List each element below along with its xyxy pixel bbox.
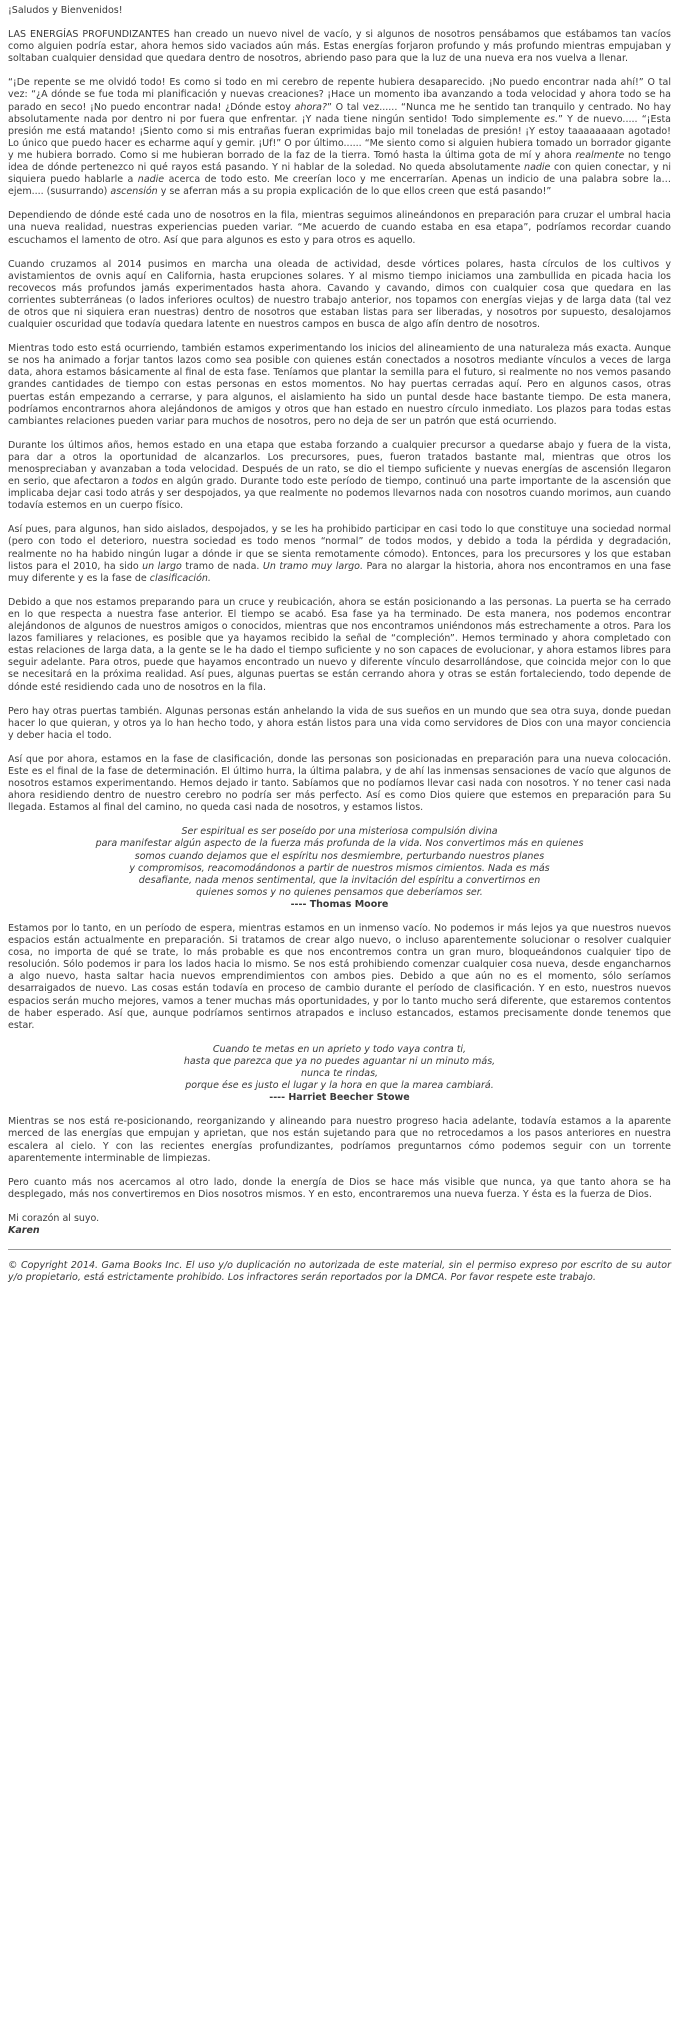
emphasis-text: Un tramo muy largo. — [262, 560, 363, 572]
text-run: “¡De repente se me olvidó todo! Es como si todo en mi cerebro de repente hubiera desaparecido. ¡No puedo encontrar nada ahí!” O tal vez: “¿A dónde se fue toda mi planificación y nuevas creaciones? ¡Hace un momento iba avanzando a toda velocidad y ahora todo se ha parado en seco! ¡No puedo encontrar nada! ¿Dónde estoy — [8, 77, 671, 113]
paragraph — [8, 754, 671, 814]
text-run: Durante los últimos años, hemos estado en una etapa que estaba forzando a cualquier precursor a quedarse abajo y fuera de la vista, para dar a otros la oportunidad de alcanzarlos. Los precursores, pues, fueron tratados bastante mal, mientras que otros los menospreciaban y avanzaban a toda velocidad. Después de un rato, se dio el tiempo suficiente y nuevas energías de ascensión llegaron en serio, que afectaron a — [8, 439, 671, 488]
text-run: Pero cuanto más nos acercamos al otro lado, donde la energía de Dios se hace más visible que nunca, ya que tanto ahora se ha desplegado, más nos convertiremos en Dios nosotros mismos. Y en esto, encontraremos una nueva fuerza. Y ésta es la fuerza de Dios. — [8, 1176, 671, 1200]
greeting: ¡Saludos y Bienvenidos! — [8, 5, 123, 16]
paragraph — [8, 706, 671, 742]
signoff: Mi corazón al suyo. — [8, 1212, 100, 1224]
text-run: Cuando cruzamos al 2014 pusimos en marcha una oleada de actividad, desde vórtices polares, hasta círculos de los cultivos y avistamientos de ovnis aquí en California, hasta erupciones solares. Y al mismo tiempo iniciamos una zambullida en picada hacia los recovecos más profundos jamás experimentados hasta ahora. Cavando y cavando, dimos con cualquier cosa que quedara en las corrientes subterráneas (o lados inferiores ocultos) de nuestro trabajo anterior, nos topamos con energías viejas y de larga data (tal vez de otros que ni siquiera eran nuestras) dentro de nosotros que estaban listas para ser liberadas, y nosotros por supuesto, desalojamos cualquier oscuridad que todavía quedara latente en nuestros campos en busca de algo afín dentro de nosotros. — [8, 258, 671, 331]
text-run: ” Y de nuevo..... “¡Esta presión me está matando! ¡Siento como si mis entrañas fueran exprimidas bajo mil toneladas de presión! ¡Y estoy taaaaaaaan agotado! Lo único que puedo hacer es echarme aquí y gemir. ¡Uf!” O por último...... “Me siento como si alguien hubiera tomado un borrador gigante y me hubiera borrado. Como si me hubieran borrado de la faz de la tierra. Tomó hasta la última gota de mí y ahora — [8, 113, 671, 161]
text-run: LAS ENERGÍAS PROFUNDIZANTES han creado un nuevo nivel de vacío, y si algunos de nosotros pensábamos que estábamos tan vacíos como alguien podría estar, ahora hemos sido vaciados aún más. Estas energías forjaron profundo y más profundo mientras empujaban y soltaban cualquier densidad que quedara dentro de nosotros, abriendo paso para que la luz de una nueva era nos vuelva a llenar. — [8, 29, 671, 65]
emphasis-text: ascensión — [110, 186, 158, 198]
text-run: tramo de nada. — [181, 560, 263, 572]
emphasis-text: ahora? — [294, 101, 328, 113]
paragraph — [8, 524, 671, 584]
quote-line: Ser espiritual es ser poseído por una misteriosa compulsión divina — [181, 826, 498, 838]
text-run: ” O tal vez...... “Nunca me he sentido tan tranquilo y centrado. No hay absolutamente nada por dentro ni por fuera que enfrentar. ¡Y nada tiene ningún sentido! Todo simplemente — [8, 101, 671, 125]
paragraph — [8, 29, 671, 65]
text-run: Mientras todo esto está ocurriendo, también estamos experimentando los inicios del alineamiento de una naturaleza más exacta. Aunque se nos ha animado a forjar tantos lazos como sea posible con quienes están conectados a nosotros mediante vínculos a veces de larga data, ahora estamos básicamente al final de esta fase. Teníamos que plantar la semilla para el futuro, si realmente no nos vemos pasando grandes cantidades de tiempo con estas personas en estos momentos. No hay puertas cerradas aquí. Pero en algunos casos, otras puertas están empezando a cerrarse, y para algunos, el aislamiento ha sido un puntal desde hace bastante tiempo. De esta manera, podríamos encontrarnos ahora alejándonos de amigos y otros que han estado en nuestro círculo inmediato. Los plazos para todas estas cambiantes relaciones pueden variar para muchos de nosotros, pero no deja de ser un patrón que está ocurriendo. — [8, 343, 671, 427]
article-body-part-1 — [8, 29, 671, 814]
paragraph — [8, 1116, 671, 1164]
text-run: y se aferran más a su propia explicación de lo que ellos creen que está pasando!” — [157, 186, 552, 198]
quote-line: nunca te rindas, — [300, 1068, 379, 1080]
quote-author: ---- Harriet Beecher Stowe — [269, 1092, 410, 1104]
text-run: Estamos por lo tanto, en un período de espera, mientras estamos en un inmenso vacío. No podemos ir más lejos ya que nuestros nuevos espacios están actualmente en preparación. Si tratamos de crear algo nuevo, o incluso aparentemente solucionar o resolver cualquier cosa, no importa de qué se trate, lo más probable es que nos encontremos contra un gran muro, bloqueándonos cualquier tipo de resolución. Sólo podemos ir para los lados hacia lo mismo. Se nos está prohibiendo comenzar cualquier cosa nueva, desde engancharnos a algo nuevo, hasta saltar hacia nuevos emprendimientos con ambos pies. Debido a que aún no es el momento, sólo seríamos desarraigados de nuevo. Las cosas están todavía en proceso de cambio durante el período de clasificación. Y en esto, nuestros nuevos espacios serán mucho mejores, vamos a tener muchas más oportunidades, y por lo tanto mucho será diferente, que estaremos contentos de haber esperado. Así que, aunque podríamos sentirnos atrapados e incluso estancados, estamos precisamente donde tenemos que estar. — [8, 923, 671, 1031]
emphasis-text: es. — [544, 113, 558, 125]
emphasis-text: nadie — [524, 162, 551, 174]
emphasis-text: clasificación. — [149, 572, 211, 584]
text-run: Mientras se nos está re-posicionando, reorganizando y alineando para nuestro progreso hacia adelante, todavía estamos a la aparente merced de las energías que empujan y aprietan, que nos están sujetando para que no retrocedamos a los pasos anteriores en nuestra escalera al cielo. Y con las recientes energías profundizantes, podríamos preguntarnos cómo podemos seguir con un torrente aparentemente interminable de limpiezas. — [8, 1116, 671, 1164]
text-run: Pero hay otras puertas también. Algunas personas están anhelando la vida de sus sueños en un mundo que sea otra suya, donde puedan hacer lo que quieran, y otros ya lo han hecho todo, y ahora están listos para una vida como servidores de Dios con una mayor conciencia y deber hacia el todo. — [8, 705, 671, 741]
emphasis-text: un largo — [142, 560, 182, 572]
text-run: Así pues, para algunos, han sido aislados, despojados, y se les ha prohibido participar en casi todo lo que constituye una sociedad normal (pero con todo el deterioro, nuestra sociedad es todo menos “normal” de todos modos, y debido a toda la pérdida y degradación, realmente no ha habido ningún lugar a dónde ir que se sienta remotamente cómodo). Entonces, para los precursores y los que estaban listos para el 2010, ha sido — [8, 524, 671, 572]
quote-text — [8, 826, 671, 899]
emphasis-text: realmente — [575, 149, 625, 161]
divider — [8, 1249, 671, 1250]
signature: Karen — [8, 1224, 40, 1236]
text-run: no tengo idea de dónde pertenezco ni qué rayos está pasando. Y ni hablar de la soledad. No queda absolutamente — [8, 149, 671, 174]
text-run: Para no alargar la historia, ahora nos encontramos en una fase muy diferente y es la fase de — [8, 560, 671, 584]
text-run: Así que por ahora, estamos en la fase de clasificación, donde las personas son posicionadas en preparación para una nueva colocación. Este es el final de la fase de determinación. El último hurra, la última palabra, y de ahí las inmensas sensaciones de vacío que algunos de nosotros estamos experimentando. Hemos dejado ir tanto. Sabíamos que no podíamos llevar casi nada con nosotros. Y no tener casi nada ahora residiendo dentro de nuestro cerebro no podría ser más perfecto. Así es como Dios quiere que estemos en preparación para Su llegada. Estamos al final del camino, no queda casi nada de nosotros, y estamos listos. — [8, 753, 671, 814]
paragraph — [8, 597, 671, 694]
quote-author: ---- Thomas Moore — [290, 898, 389, 910]
paragraph — [8, 77, 671, 198]
quote-harriet-beecher-stowe — [8, 1044, 671, 1104]
emphasis-text: todos — [131, 476, 159, 488]
text-run: con quien conectar, y ni siquiera puedo hablarle a — [8, 162, 671, 186]
quote-line: porque ése es justo el lugar y la hora en que la marea cambiará. — [185, 1080, 494, 1092]
quote-line: Cuando te metas en un aprieto y todo vaya contra ti, — [212, 1043, 467, 1055]
paragraph — [8, 210, 671, 246]
paragraph — [8, 1177, 671, 1201]
paragraph — [8, 259, 671, 332]
paragraph — [8, 343, 671, 428]
quote-line: somos cuando dejamos que el espíritu nos desmiembre, perturbando nuestros planes — [134, 850, 545, 862]
quote-line: hasta que parezca que ya no puedes aguantar ni un minuto más, — [183, 1055, 496, 1067]
copyright-notice: © Copyright 2014. Gama Books Inc. El uso y/o duplicación no autorizada de este material, sin el permiso expreso por escrito de su autor y/o propietario, está estrictamente prohibido. Los infractores serán reportados por la DMCA. Por favor respete este trabajo. — [8, 1260, 671, 1284]
paragraph — [8, 923, 671, 1032]
quote-line: y compromisos, reacomodándonos a partir de nuestros mismos cimientos. Nada es más — [129, 862, 550, 874]
emphasis-text: nadie — [137, 174, 165, 186]
quote-text — [8, 1044, 671, 1092]
text-run: Debido a que nos estamos preparando para un cruce y reubicación, ahora se están posicionando a las personas. La puerta se ha cerrado en lo que respecta a nuestra fase anterior. El tiempo se acabó. Esa fase ya ha terminado. De esta manera, nos podemos encontrar alejándonos de algunos de nuestros amigos o conocidos, mientras que nos encontramos uniéndonos más estrechamente a otros. Para los lazos familiares y relaciones, es posible que ya hayamos recibido la señal de “compleción”. Hemos terminado y ahora completado con estas relaciones de larga data, a la gente se le ha dado el tiempo suficiente y no son capaces de evolucionar, y ahora estamos libres para seguir adelante. Para otros, puede que hayamos encontrado un nuevo y diferente vínculo desarrollándose, que coincida mejor con lo que se necesitará en la próxima realidad. Así pues, algunas puertas se están cerrando ahora y otras se están fortaleciendo, todo depende de dónde esté residiendo cada uno de nosotros en la fila. — [8, 596, 671, 693]
text-run: en algún grado. Durante todo este período de tiempo, continuó una parte importante de la ascensión que implicaba dejar casi todo atrás y ser despojados, ya que realmente no podemos llevarnos nada con nosotros cuando morimos, aun cuando todavía estemos en un cuerpo físico. — [8, 476, 671, 512]
article-body-part-3 — [8, 1116, 671, 1201]
quote-line: desafiante, nada menos sentimental, que la invitación del espíritu a convertirnos en — [138, 874, 541, 886]
quote-line: quienes somos y no quienes pensamos que deberíamos ser. — [196, 886, 483, 898]
quote-line: para manifestar algún aspecto de la fuerza más profunda de la vida. Nos convertimos más en quienes — [95, 838, 584, 850]
text-run: Dependiendo de dónde esté cada uno de nosotros en la fila, mientras seguimos alineándonos en preparación para cruzar el umbral hacia una nueva realidad, nuestras experiencias pueden variar. “Me acuerdo de cuando estaba en esa etapa”, podríamos recordar cuando escuchamos el lamento de otro. Así que para algunos es esto y para otros es aquello. — [8, 210, 671, 246]
text-run: acerca de todo esto. Me creerían loco y me encerrarían. Apenas un indicio de una palabra sobre la… ejem.... (susurrando) — [8, 174, 672, 198]
article-body-part-2 — [8, 923, 671, 1032]
quote-thomas-moore — [8, 826, 671, 911]
paragraph — [8, 440, 671, 513]
